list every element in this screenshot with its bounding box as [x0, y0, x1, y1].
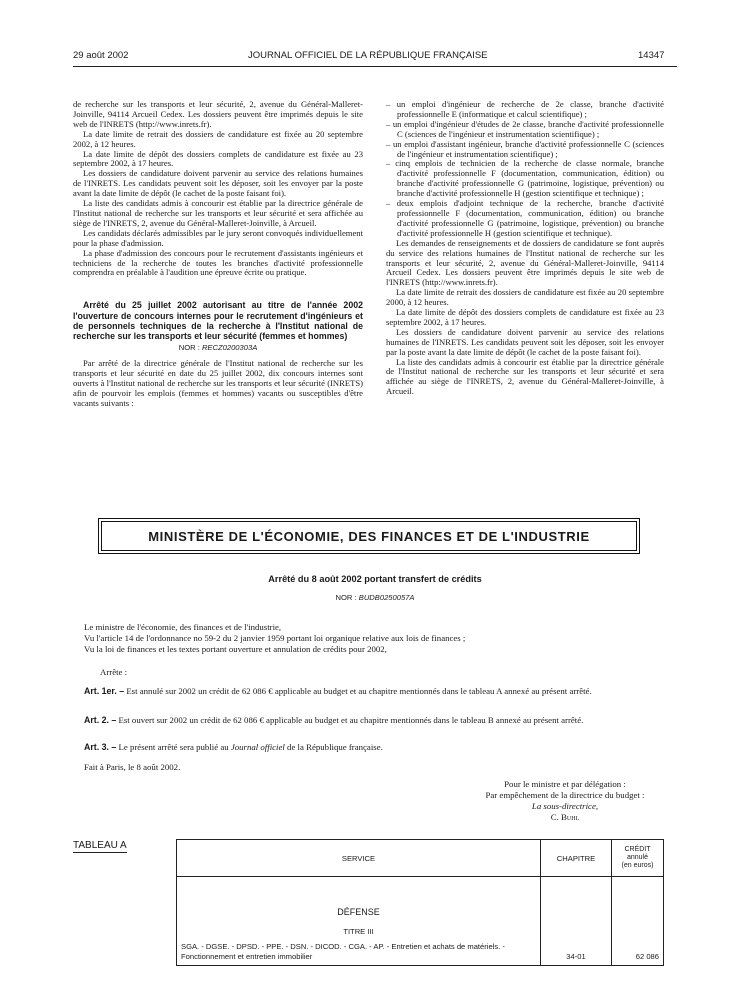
- left-column: [73, 100, 363, 409]
- intro-line: Vu la loi de finances et les textes portant ouverture et annulation de crédits pour 2002,: [84, 643, 387, 654]
- paragraph: La date limite de retrait des dossiers de candidature est fixée au 20 septembre 2002, à 12 heures.: [73, 128, 363, 149]
- ministry-banner: [101, 521, 637, 551]
- arrete2-title: Arrêté du 8 août 2002 portant transfert de crédits: [268, 574, 482, 584]
- article-2: [84, 715, 664, 726]
- article-text: Est annulé sur 2002 un crédit de 62 086 € applicable au budget et au chapitre mentionnés dans le tableau A annexé au présent arrêté.: [126, 686, 592, 696]
- list-item: – un emploi d'ingénieur de recherche de 2e classe, branche d'activité professionnelle E (informatique et calcul scientifique) ;: [386, 99, 664, 119]
- article-label: Art. 3. –: [84, 742, 117, 752]
- page-number: 14347: [638, 50, 665, 61]
- paragraph: Les dossiers de candidature doivent parvenir au service des relations humaines de l'INRETS. Les candidats peuvent soit les déposer, soit les envoyer par la poste avant la date limite de dépôt (le cachet de la poste faisant foi).: [386, 326, 664, 357]
- signature-name: C. Buhl: [550, 812, 580, 822]
- col-credit: [612, 840, 664, 877]
- page-date: 29 août 2002: [73, 50, 129, 61]
- intro-line: Le ministre de l'économie, des finances et de l'industrie,: [84, 622, 282, 632]
- article-text: de la République française.: [287, 742, 383, 752]
- intro-line: Vu l'article 14 de l'ordonnance no 59-2 du 2 janvier 1959 portant loi organique relative aux lois de finances ;: [84, 632, 466, 643]
- article-label: Art. 1er. –: [84, 686, 125, 696]
- nor-label: NOR :: [178, 343, 200, 353]
- paragraph: La date limite de retrait des dossiers de candidature est fixée au 20 septembre 2000, à 12 heures.: [386, 287, 664, 308]
- service-description: SGA. - DGSE. - DPSD. - PPE. - DSN. - DICOD. - CGA. - AP. - Entretien et achats de matériels. - Fonctionnement et entretien immobilier: [181, 942, 505, 961]
- tableau-label: TABLEAU A: [73, 840, 127, 851]
- arrete2-intro: [84, 622, 664, 654]
- nor-code: RECZ0200303A: [201, 343, 258, 353]
- chapitre-cell: 34-01: [541, 877, 612, 966]
- signature-line: Par empêchement de la directrice du budget :: [485, 790, 645, 800]
- arrete-title: Arrêté du 25 juillet 2002 autorisant au titre de l'année 2002 l'ouverture de concours internes pour le recrutement d'ingénieurs et de personnels techniques de la recherche à l'Institut national de recherche sur les transports et leur sécurité (femmes et hommes): [73, 300, 363, 341]
- right-column: [386, 100, 664, 397]
- paragraph: Les dossiers de candidature doivent parvenir au service des relations humaines de l'INRETS. Les candidats peuvent soit les déposer, soit les envoyer par la poste avant la date limite de dépôt (le cachet de la poste faisant foi).: [73, 168, 363, 199]
- table-header-row: [177, 840, 664, 877]
- article-text: Le présent arrêté sera publié au: [118, 742, 229, 752]
- paragraph: Par arrêté de la directrice générale de l'Institut national de recherche sur les transports et leur sécurité en date du 25 juillet 2002, dix concours internes sont ouverts à l'Institut national de recherche sur les transports et leur sécurité (INRETS) afin de pourvoir les emplois (femmes et hommes) vacants ou susceptibles d'être vacants suivants :: [73, 358, 363, 408]
- paragraph: Les candidats déclarés admissibles par le jury seront convoqués individuellement pour la phase d'admission.: [73, 227, 363, 248]
- journal-officiel: Journal officiel: [230, 742, 285, 752]
- list-item: – deux emplois d'adjoint technique de la recherche, branche d'activité professionnelle F (documentation, communication, édition) ou branche d'activité professionnelle G (patrimoine, logistique, prévention) ou branche d'activité professionnelle H (gestion scientifique et technique).: [386, 198, 664, 238]
- paragraph: La liste des candidats admis à concourir est établie par la directrice générale de l'Institut national de recherche sur les transports et leur sécurité et sera affichée au siège de l'INRETS, 2, avenue du Général-Malleret-Joinville, à Arcueil.: [386, 356, 664, 397]
- nor-line: [73, 343, 363, 353]
- paragraph: La liste des candidats admis à concourir est établie par la directrice générale de l'Institut national de recherche sur les transports et leur sécurité et sera affichée au siège de l'INRETS, 2, avenue du Général-Malleret-Joinville, à Arcueil.: [73, 198, 363, 228]
- credit-header: CRÉDIT: [624, 846, 651, 853]
- journal-title: JOURNAL OFFICIEL DE LA RÉPUBLIQUE FRANÇAISE: [248, 50, 488, 61]
- article-3: [84, 742, 664, 753]
- nor-code: BUDB0250057A: [358, 593, 415, 602]
- list-item: – un emploi d'assistant ingénieur, branche d'activité professionnelle C (sciences de l'ingénieur et instrumentation scientifique) ;: [386, 138, 664, 159]
- credit-header-sub: (en euros): [621, 862, 654, 869]
- header-rule: [73, 66, 677, 67]
- credit-cell: 62 086: [612, 877, 664, 966]
- table-row: [177, 877, 664, 966]
- article-label: Art. 2. –: [84, 715, 117, 725]
- nor-label: NOR :: [335, 593, 357, 602]
- signature-line: La sous-directrice,: [531, 801, 599, 811]
- ministry-title: MINISTÈRE DE L'ÉCONOMIE, DES FINANCES ET DE L'INDUSTRIE: [148, 528, 590, 544]
- paragraph: La date limite de dépôt des dossiers complets de candidature est fixée au 23 septembre 2002, à 17 heures.: [386, 307, 664, 327]
- titre-name: TITRE III: [343, 927, 374, 937]
- arrete-word: Arrête :: [100, 667, 128, 677]
- list-item: – un emploi d'ingénieur d'études de 2e classe, branche d'activité professionnelle C (sciences de l'ingénieur et instrumentation scientifique) ;: [386, 118, 664, 139]
- section-name: DÉFENSE: [337, 907, 380, 918]
- job-list: [386, 100, 664, 239]
- col-service: SERVICE: [177, 840, 541, 877]
- done-at: Fait à Paris, le 8 août 2002.: [84, 762, 181, 772]
- paragraph: Les demandes de renseignements et de dossiers de candidature se font auprès du service des relations humaines de l'Institut national de recherche sur les transports et leur sécurité, 2, avenue du Général-Malleret-Joinville, 94114 Arcueil Cedex. Les dossiers peuvent être imprimés depuis le site web de l'INRETS (http://www.inrets.fr).: [386, 237, 664, 288]
- paragraph: La phase d'admission des concours pour le recrutement d'assistants ingénieurs et techniciens de la recherche de toutes les branches d'activité professionnelle comprendra en préalable à l'audition une épreuve écrite ou pratique.: [73, 247, 363, 278]
- paragraph: La date limite de dépôt des dossiers complets de candidature est fixée au 23 septembre 2002, à 17 heures.: [73, 148, 363, 169]
- article-1: [84, 686, 664, 697]
- paragraph: de recherche sur les transports et leur sécurité, 2, avenue du Général-Malleret-Joinville, 94114 Arcueil Cedex. Les dossiers peuvent être imprimés depuis le site web de l'INRETS (http://www.inrets.fr).: [73, 99, 363, 129]
- col-chapitre: CHAPITRE: [541, 840, 612, 877]
- signature-line: Pour le ministre et par délégation :: [504, 779, 626, 789]
- service-cell: [177, 877, 541, 966]
- credit-header-sub: annulé: [626, 854, 649, 861]
- credit-table: [176, 839, 664, 966]
- signature-block: [440, 779, 690, 823]
- list-item: – cinq emplois de technicien de la recherche de classe normale, branche d'activité professionnelle F (documentation, communication, édition) ou branche d'activité professionnelle G (patrimoine, logistique, prévention) ou branche d'activité professionnelle H (gestion scientifique et technique) ;: [386, 158, 664, 199]
- article-text: Est ouvert sur 2002 un crédit de 62 086 € applicable au budget et au chapitre mentionnés dans le tableau B annexé au présent arrêté.: [118, 715, 584, 725]
- arrete2-nor: [73, 593, 677, 602]
